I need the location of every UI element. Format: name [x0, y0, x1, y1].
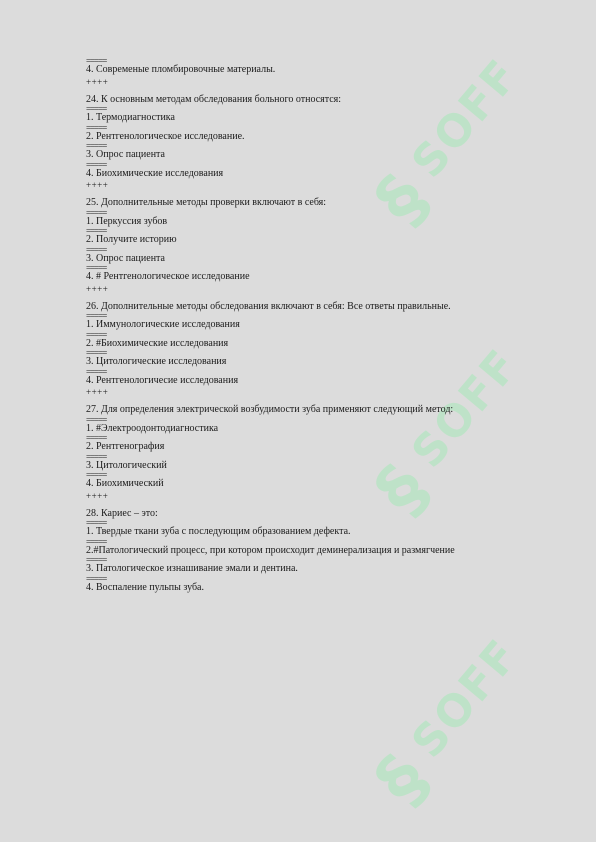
- question-text: 28. Кариес – это:: [86, 507, 158, 519]
- separator: =====: [86, 536, 107, 547]
- answer-option: 3. Цитологический: [86, 459, 167, 471]
- answer-option: 2. Рентгенография: [86, 441, 165, 452]
- watermark-logo: [350, 629, 530, 824]
- answer-option: 4. Биохимические исследования: [86, 167, 224, 179]
- separator: =====: [86, 207, 107, 218]
- separator: =====: [86, 226, 107, 236]
- question-block: [86, 197, 526, 294]
- answer-option: 2. #Биохимические исследования: [86, 337, 229, 349]
- watermark-text: SOFF: [402, 49, 530, 188]
- watermark-logo-icon: §: [359, 450, 445, 530]
- answer-option: 2. Получите историю: [86, 234, 177, 245]
- end-marker: ++++: [86, 490, 109, 501]
- question-list: [86, 93, 530, 595]
- separator: =====: [86, 433, 107, 443]
- separator: =====: [86, 348, 107, 358]
- question-block: [86, 404, 526, 501]
- answer-option: 3. Патологическое изнашивание эмали и дентина.: [86, 563, 298, 574]
- question-block: [86, 301, 526, 398]
- separator: =====: [86, 104, 107, 114]
- answer-option: 3. Опрос пациента: [86, 149, 165, 160]
- answer-option: 4. # Рентгенологическое исследование: [86, 271, 250, 282]
- watermark-text: SOFF: [402, 339, 530, 478]
- end-marker: ++++: [86, 283, 109, 294]
- watermark-logo-icon: §: [359, 740, 445, 820]
- question-block: [86, 508, 526, 595]
- separator: =====: [86, 244, 107, 255]
- question-block: [86, 94, 526, 191]
- separator: =====: [86, 311, 107, 321]
- answer-option: 2. Рентгенологическое исследование.: [86, 130, 245, 142]
- answer-option: 4. Воспаление пульпы зуба.: [86, 581, 204, 593]
- answer-option: 1. Термодиагностика: [86, 112, 175, 123]
- separator: =====: [86, 451, 107, 462]
- document-body: [86, 56, 530, 594]
- separator: =====: [86, 159, 107, 170]
- answer-option: 1. Твердые ткани зуба с последующим образованием дефекта.: [86, 526, 351, 537]
- watermark-text: SOFF: [402, 629, 530, 768]
- end-marker: ++++: [86, 387, 109, 397]
- question-text: 24. К основным методам обследования больного относятся:: [86, 93, 342, 105]
- answer-option: 3. Опрос пациента: [86, 252, 165, 264]
- answer-option: 2.#Патологический процесс, при котором происходит деминерализация и размягчение: [86, 544, 455, 556]
- question-text: 25. Дополнительные методы проверки включают в себя:: [86, 197, 327, 208]
- separator: =====: [86, 263, 107, 273]
- answer-option: 1. Перкуссия зубов: [86, 215, 168, 227]
- separator: =====: [86, 366, 107, 377]
- question-text: 26. Дополнительные методы обследования включают в себя: Все ответы правильные.: [86, 300, 451, 312]
- watermark-logo-icon: §: [359, 160, 445, 240]
- end-marker: ++++: [86, 180, 109, 190]
- answer-option: 3. Цитологические исследования: [86, 356, 227, 367]
- end-marker: ++++: [86, 76, 109, 87]
- separator: =====: [86, 573, 107, 584]
- answer-option: 1. Иммунологические исследования: [86, 319, 240, 330]
- separator: =====: [86, 56, 107, 66]
- answer-option: 4. Современые пломбировочные материалы.: [86, 64, 276, 75]
- separator: =====: [86, 414, 107, 425]
- separator: =====: [86, 518, 107, 528]
- separator: =====: [86, 122, 107, 133]
- question-text: 27. Для определения электрической возбудимости зуба применяют следующий метод:: [86, 404, 454, 415]
- answer-option: 4. Биохимический: [86, 478, 164, 489]
- separator: =====: [86, 470, 107, 480]
- separator: =====: [86, 141, 107, 151]
- separator: =====: [86, 555, 107, 565]
- separator: =====: [86, 329, 107, 340]
- answer-option: 4. Рентгенологичесие исследования: [86, 374, 239, 386]
- answer-option: 1. #Электроодонтодиагностика: [86, 422, 219, 434]
